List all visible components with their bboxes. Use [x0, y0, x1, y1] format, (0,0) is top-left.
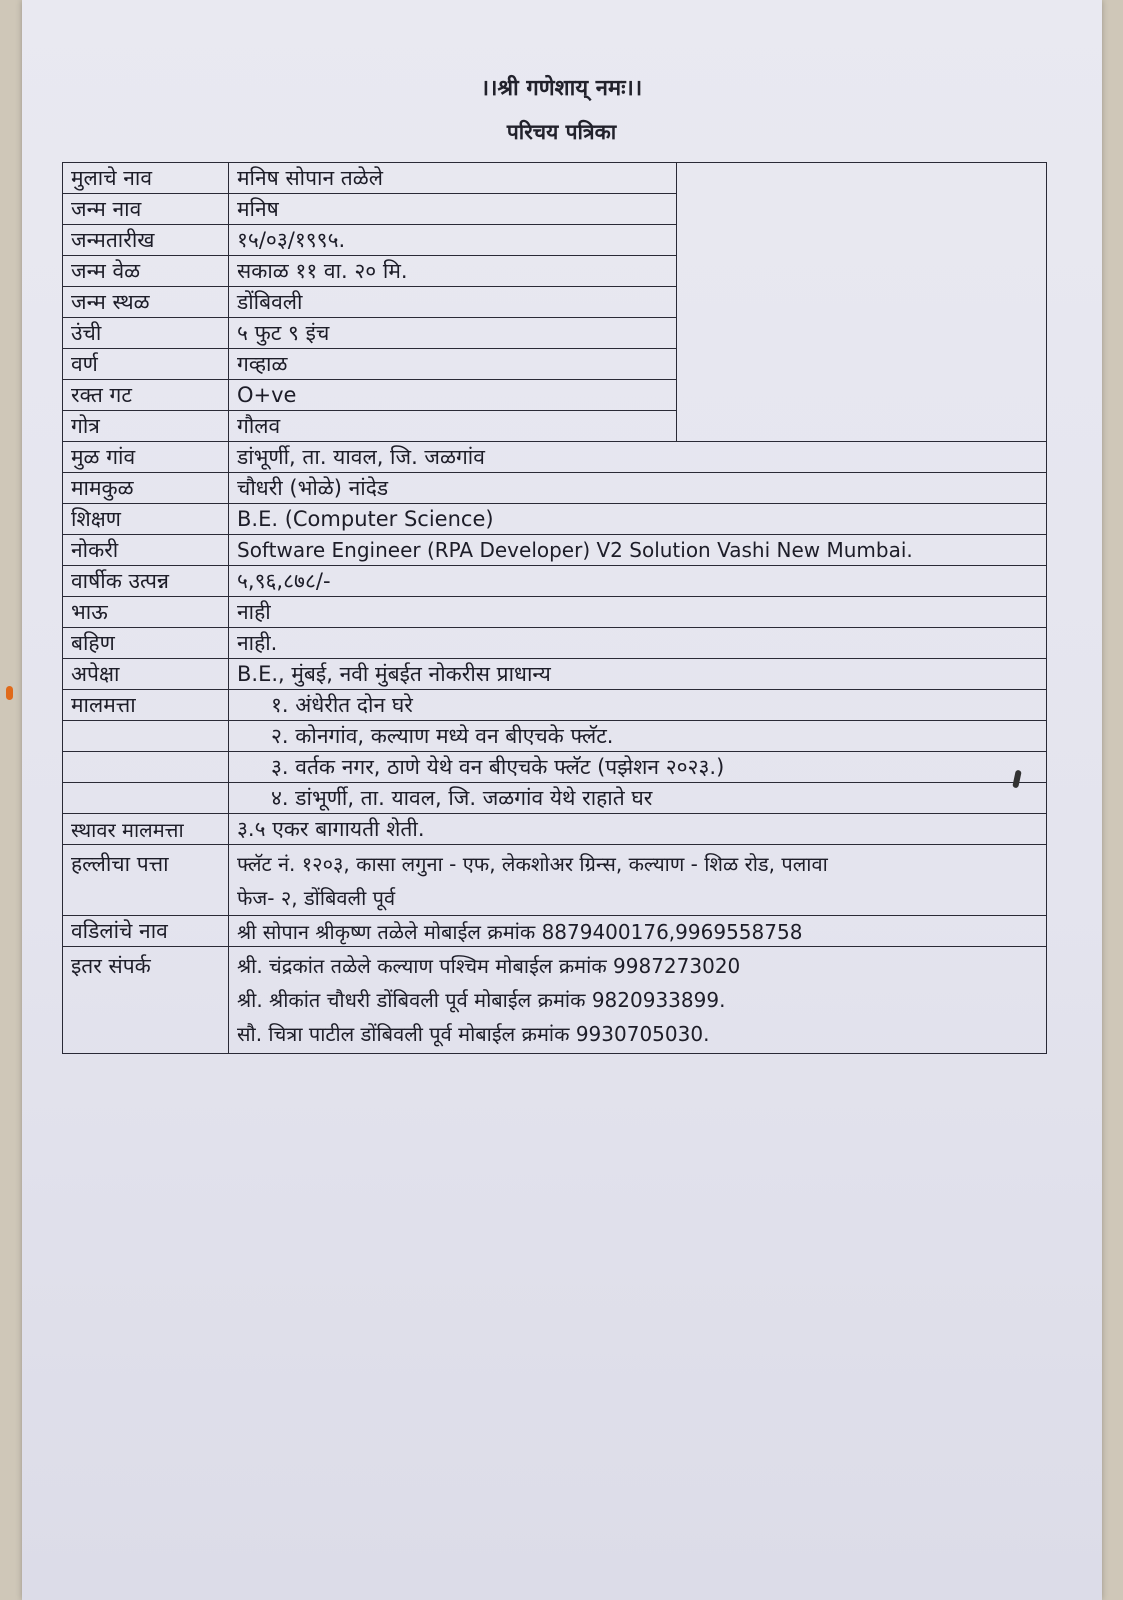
document-title: परिचय पत्रिका [506, 120, 617, 144]
contact-item: श्री. श्रीकांत चौधरी डोंबिवली पूर्व मोबाईल क्रमांक 9820933899. [237, 988, 726, 1012]
contacts-label: इतर संपर्क [63, 947, 229, 1054]
fixed-property-value: ३.५ एकर बागायती शेती. [229, 814, 1047, 845]
row-label: अपेक्षा [63, 659, 229, 690]
father-label: वडिलांचे नाव [63, 916, 229, 947]
row-label: जन्म नाव [63, 194, 229, 225]
row-label: मुळ गांव [63, 442, 229, 473]
row-value: डांभूर्णी, ता. यावल, जि. जळगांव [229, 442, 1047, 473]
property-label: मालमत्ता [63, 690, 229, 721]
address-line: फेज- २, डोंबिवली पूर्व [237, 886, 396, 910]
father-value: श्री सोपान श्रीकृष्ण तळेले मोबाईल क्रमांक 8879400176,9969558758 [229, 916, 1047, 947]
table-row [63, 504, 1047, 535]
contacts-value [229, 947, 1047, 1054]
row-value: O+ve [229, 380, 677, 411]
row-value: मनिष [229, 194, 677, 225]
property-item: १. अंधेरीत दोन घरे [229, 690, 1047, 721]
property-row [63, 690, 1047, 721]
empty-label-cell [63, 721, 229, 752]
contact-item: सौ. चित्रा पाटील डोंबिवली पूर्व मोबाईल क्रमांक 9930705030. [237, 1022, 710, 1046]
table-row [63, 535, 1047, 566]
row-value: मनिष सोपान तळेले [229, 163, 677, 194]
property-item: ३. वर्तक नगर, ठाणे येथे वन बीएचके फ्लॅट (पझेशन २०२३.) [229, 752, 1047, 783]
biodata-table [62, 162, 1047, 1054]
row-label: उंची [63, 318, 229, 349]
contact-item: श्री. चंद्रकांत तळेले कल्याण पश्चिम मोबाईल क्रमांक 9987273020 [237, 954, 741, 978]
property-row [63, 752, 1047, 783]
row-value: १५/०३/१९९५. [229, 225, 677, 256]
row-label: जन्मतारीख [63, 225, 229, 256]
row-value: गव्हाळ [229, 349, 677, 380]
photo-box [677, 163, 1047, 442]
row-value: डोंबिवली [229, 287, 677, 318]
row-label: मुलाचे नाव [63, 163, 229, 194]
row-label: भाऊ [63, 597, 229, 628]
property-row [63, 721, 1047, 752]
table-row [63, 597, 1047, 628]
empty-label-cell [63, 752, 229, 783]
row-label: बहिण [63, 628, 229, 659]
table-row [63, 163, 1047, 194]
row-value: गौलव [229, 411, 677, 442]
fixed-property-row [63, 814, 1047, 845]
address-label: हल्लीचा पत्ता [63, 845, 229, 916]
row-value: ५ फुट ९ इंच [229, 318, 677, 349]
row-value: चौधरी (भोळे) नांदेड [229, 473, 1047, 504]
table-row [63, 473, 1047, 504]
property-item: ४. डांभूर्णी, ता. यावल, जि. जळगांव येथे राहाते घर [229, 783, 1047, 814]
invocation-heading: ।।श्री गणेशाय् नमः।। [480, 76, 643, 101]
row-label: जन्म वेळ [63, 256, 229, 287]
row-value: Software Engineer (RPA Developer) V2 Solution Vashi New Mumbai. [229, 535, 1047, 566]
fixed-property-label: स्थावर मालमत्ता [63, 814, 229, 845]
table-row [63, 659, 1047, 690]
row-value: नाही. [229, 628, 1047, 659]
orange-spot [6, 686, 13, 700]
row-value: ५,९६,८७८/- [229, 566, 1047, 597]
table-row [63, 442, 1047, 473]
row-label: शिक्षण [63, 504, 229, 535]
address-line: फ्लॅट नं. १२०३, कासा लगुना - एफ, लेकशोअर ग्रिन्स, कल्याण - शिळ रोड, पलावा [237, 852, 828, 876]
table-row [63, 566, 1047, 597]
row-value: B.E. (Computer Science) [229, 504, 1047, 535]
row-value: नाही [229, 597, 1047, 628]
row-label: वर्ण [63, 349, 229, 380]
row-label: नोकरी [63, 535, 229, 566]
row-label: मामकुळ [63, 473, 229, 504]
row-value: B.E., मुंबई, नवी मुंबईत नोकरीस प्राधान्य [229, 659, 1047, 690]
row-label: रक्त गट [63, 380, 229, 411]
contacts-row [63, 947, 1047, 1054]
table-row [63, 628, 1047, 659]
row-label: गोत्र [63, 411, 229, 442]
row-value: सकाळ ११ वा. २० मि. [229, 256, 677, 287]
row-label: जन्म स्थळ [63, 287, 229, 318]
address-value [229, 845, 1047, 916]
empty-label-cell [63, 783, 229, 814]
address-row [63, 845, 1047, 916]
property-row [63, 783, 1047, 814]
row-label: वार्षीक उत्पन्न [63, 566, 229, 597]
father-row [63, 916, 1047, 947]
property-item: २. कोनगांव, कल्याण मध्ये वन बीएचके फ्लॅट. [229, 721, 1047, 752]
